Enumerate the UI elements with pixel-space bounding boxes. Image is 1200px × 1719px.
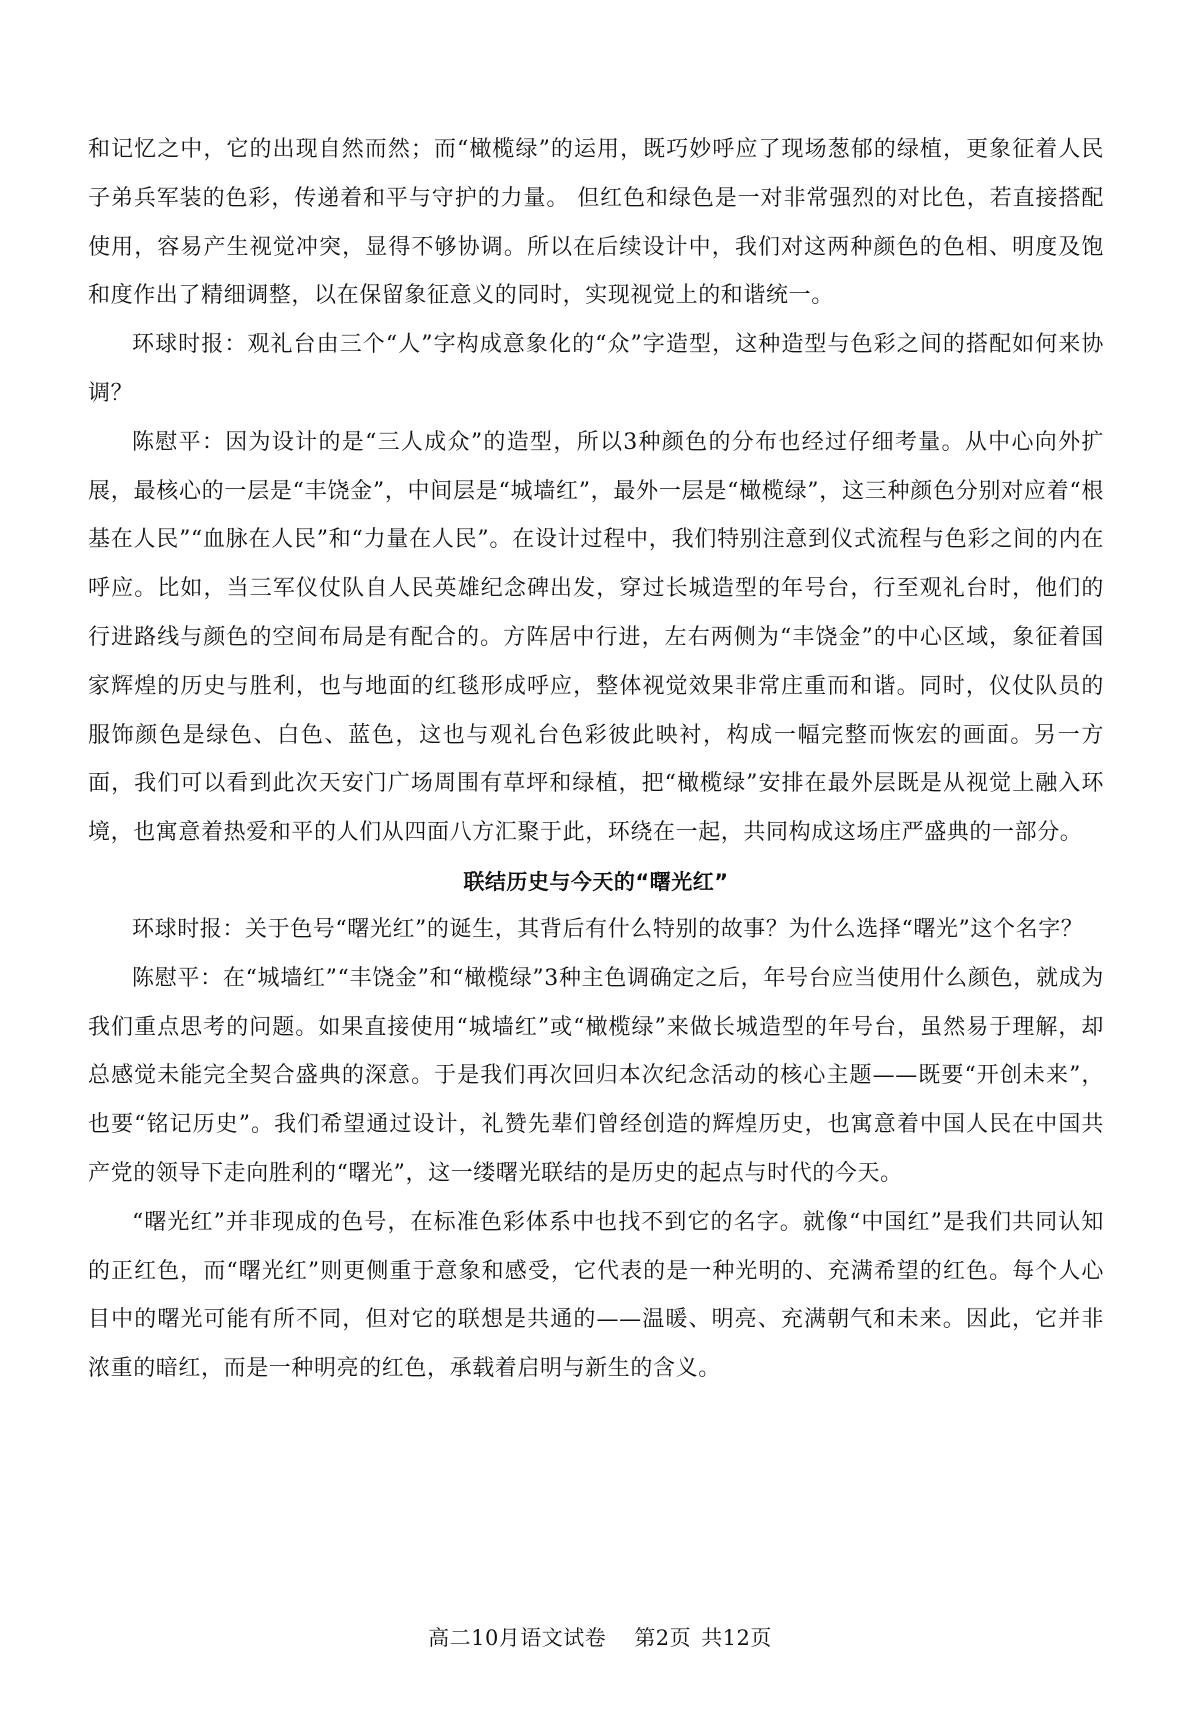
section-heading: 联结历史与今天的“曙光红”: [463, 869, 729, 894]
paragraph: 和记忆之中，它的出现自然而然；而“橄榄绿”的运用，既巧妙呼应了现场葱郁的绿植，更象征着人民子弟兵军装的色彩，传递着和平与守护的力量。 但红色和绿色是一对非常强烈的对比色，若直接搭配使用，容易产生视觉冲突，显得不够协调。所以在后续设计中，我们对这两种颜色的色相、明度及饱和度作出了精细调整，以在保留象征意义的同时，实现视觉上的和谐统一。: [88, 137, 1104, 309]
page-number: 第2页: [634, 1626, 692, 1650]
paragraph: 环球时报：观礼台由三个“人”字构成意象化的“众”字造型，这种造型与色彩之间的搭配如何来协调？: [88, 332, 1104, 406]
paragraph: 环球时报：关于色号“曙光红”的诞生，其背后有什么特别的故事？为什么选择“曙光”这个名字？: [132, 916, 1084, 942]
paragraph: 陈慰平：因为设计的是“三人成众”的造型，所以3种颜色的分布也经过仔细考量。从中心向外扩展，最核心的一层是“丰饶金”，中间层是“城墙红”，最外一层是“橄榄绿”，这三种颜色分别对应着“根基在人民”“血脉在人民”和“力量在人民”。在设计过程中，我们特别注意到仪式流程与色彩之间的内在呼应。比如，当三军仪仗队自人民英雄纪念碑出发，穿过长城造型的年号台，行至观礼台时，他们的行进路线与颜色的空间布局是有配合的。方阵居中行进，左右两侧为“丰饶金”的中心区域，象征着国家辉煌的历史与胜利，也与地面的红毯形成呼应，整体视觉效果非常庄重而和谐。同时，仪仗队员的服饰颜色是绿色、白色、蓝色，这也与观礼台色彩彼此映衬，构成一幅完整而恢宏的画面。另一方面，我们可以看到此次天安门广场周围有草坪和绿植，把“橄榄绿”安排在最外层既是从视觉上融入环境，也寓意着热爱和平的人们从四面八方汇聚于此，环绕在一起，共同构成这场庄严盛典的一部分。: [88, 429, 1104, 846]
page-footer: [0, 1622, 1200, 1652]
total-pages: 共12页: [701, 1626, 772, 1650]
exam-title: 高二10月语文试卷: [428, 1626, 607, 1650]
paragraph: “曙光红”并非现成的色号，在标准色彩体系中也找不到它的名字。就像“中国红”是我们共同认知的正红色，而“曙光红”则更侧重于意象和感受，它代表的是一种光明的、充满希望的红色。每个人心目中的曙光可能有所不同，但对它的联想是共通的——温暖、明亮、充满朝气和未来。因此，它并非浓重的暗红，而是一种明亮的红色，承载着启明与新生的含义。: [88, 1209, 1104, 1382]
article-body: [88, 126, 1104, 1394]
paragraph: 陈慰平：在“城墙红”“丰饶金”和“橄榄绿”3种主色调确定之后，年号台应当使用什么颜色，就成为我们重点思考的问题。如果直接使用“城墙红”或“橄榄绿”来做长城造型的年号台，虽然易于理解，却总感觉未能完全契合盛典的深意。于是我们再次回归本次纪念活动的核心主题——既要“开创未来”，也要“铭记历史”。我们希望通过设计，礼赞先辈们曾经创造的辉煌历史，也寓意着中国人民在中国共产党的领导下走向胜利的“曙光”，这一缕曙光联结的是历史的起点与时代的今天。: [88, 965, 1104, 1186]
